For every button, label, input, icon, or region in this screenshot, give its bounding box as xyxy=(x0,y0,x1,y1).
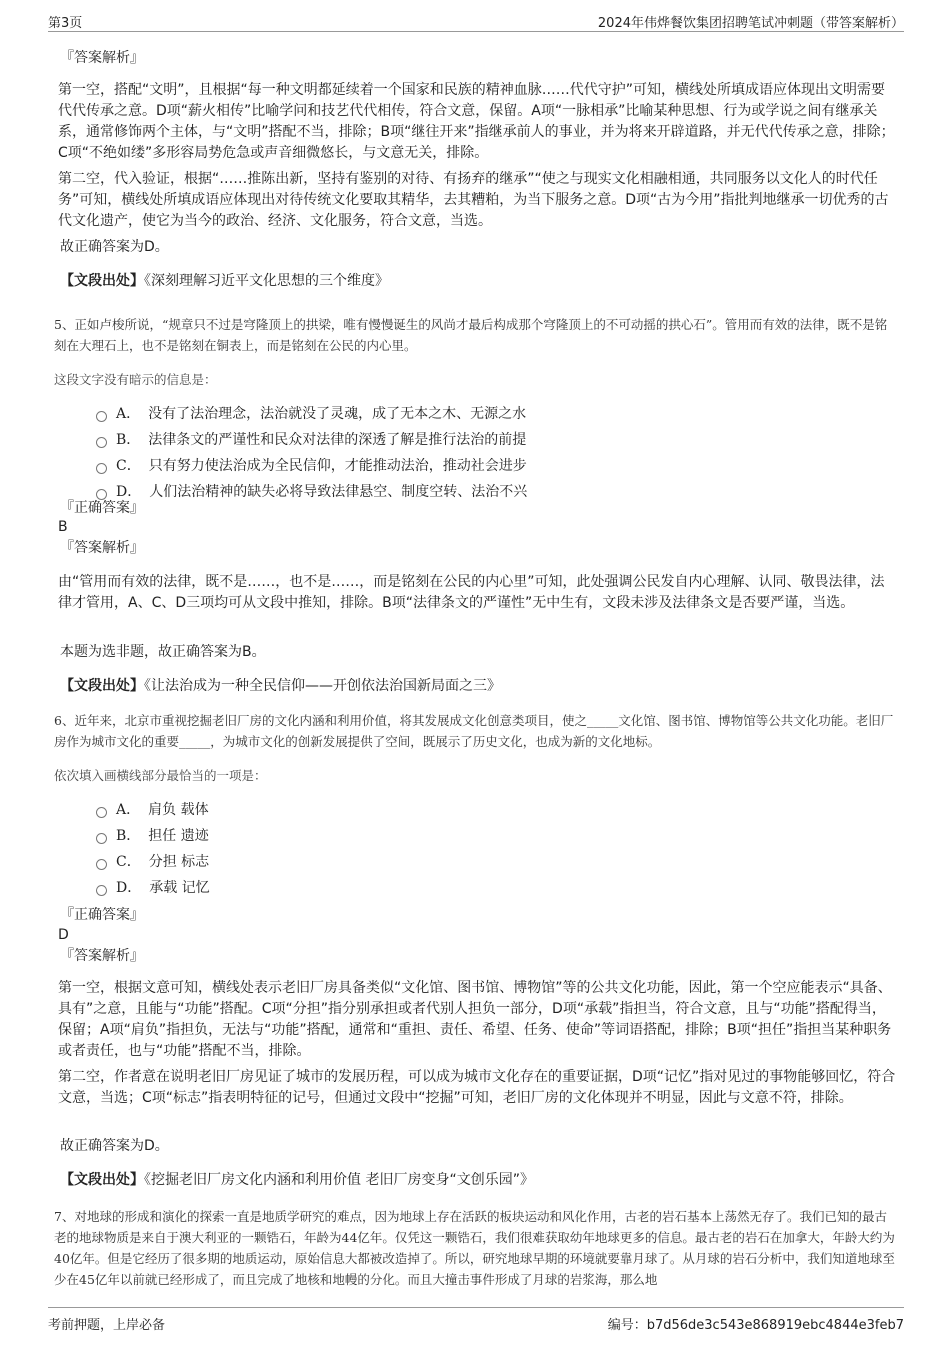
q6-option-d[interactable] xyxy=(96,876,896,900)
source xyxy=(60,271,389,291)
q5-option-d[interactable] xyxy=(96,480,896,504)
source-text: 《让法治成为一种全民信仰——开创依法治国新局面之三》 xyxy=(144,678,501,694)
document-title: 2024年伟烨餐饮集团招聘笔试冲刺题（带答案解析） xyxy=(597,16,904,31)
footer-slogan: 考前押题，上岸必备 xyxy=(48,1318,166,1333)
analysis-label: 『答案解析』 xyxy=(60,540,144,556)
option-letter: C． xyxy=(116,458,141,474)
option-text: 只有努力使法治成为全民信仰，才能推动法治，推动社会进步 xyxy=(148,458,527,474)
option-letter: B． xyxy=(116,432,141,448)
radio-icon[interactable] xyxy=(96,833,107,844)
q6-analysis-paragraph-1: 第一空，根据文意可知，横线处表示老旧厂房具备类似“文化馆、图书馆、博物馆”等的公共文化功能，因此，第一个空应能表示“具备、具有”之意，且能与“功能”搭配。C项“分担”指分别承担或者代别人担负一部分，D项“承载”指担当，符合文意，且与“功能”搭配得当，保留；A项“肩负”指担负，无法与“功能”搭配，通常和“重担、责任、希望、任务、使命”等词语搭配，排除；B项“担任”指担当某种职务或者责任，也与“功能”搭配不当，排除。 xyxy=(58,980,892,1059)
page-number: 第3页 xyxy=(48,16,83,31)
analysis-label: 『答案解析』 xyxy=(60,50,144,66)
option-letter: C． xyxy=(116,854,141,870)
option-letter: A． xyxy=(116,802,141,818)
code-label: 编号： xyxy=(607,1318,647,1333)
q5-option-b[interactable] xyxy=(96,428,896,452)
analysis-paragraph-1: 第一空，搭配“文明”，且根据“每一种文明都延续着一个国家和民族的精神血脉……代代守护”可知，横线处所填成语应体现出文明需要代代传承之意。D项“薪火相传”比喻学问和技艺代代相传，符合文意，保留。A项“一脉相承”比喻某种思想、行为或学说之间有继承关系，通常修饰两个主体，与“文明”搭配不当，排除；B项“继往开来”指继承前人的事业，并为将来开辟道路，并无代代传承之意，排除；C项“不绝如缕”多形容局势危急或声音细微悠长，与文意无关，排除。 xyxy=(58,82,895,161)
source-text: 《挖掘老旧厂房文化内涵和利用价值 老旧厂房变身“文创乐园”》 xyxy=(144,1172,534,1188)
option-text: 肩负 载体 xyxy=(148,802,209,818)
question-7-stem: 7、对地球的形成和演化的探索一直是地质学研究的难点，因为地球上存在活跃的板块运动和风化作用，古老的岩石基本上荡然无存了。我们已知的最古老的地球物质是来自于澳大利亚的一颗锆石，年龄为44亿年。仅凭这一颗锆石，我们很难获取幼年地球更多的信息。最古老的岩石在加拿大，年龄大约为40亿年。但是它经历了很多期的地质运动，原始信息大都被改造掉了。所以，研究地球早期的环境就要靠月球了。从月球的岩石分析中，我们知道地球至少在45亿年以前就已经形成了，而且完成了地核和地幔的分化。而且大撞击事件形成了月球的岩浆海，那么地 xyxy=(54,1209,895,1287)
option-text: 承载 记忆 xyxy=(149,880,210,896)
page-header xyxy=(48,10,904,32)
option-text: 人们法治精神的缺失必将导致法律悬空、制度空转、法治不兴 xyxy=(149,484,528,500)
radio-icon[interactable] xyxy=(96,859,107,870)
source xyxy=(60,676,501,696)
option-letter: B． xyxy=(116,828,141,844)
option-letter: A． xyxy=(116,406,141,422)
option-text: 分担 标志 xyxy=(148,854,210,870)
option-letter: D． xyxy=(116,484,142,500)
document-code xyxy=(608,1314,904,1333)
source-text: 《深刻理解习近平文化思想的三个维度》 xyxy=(144,273,389,289)
radio-icon[interactable] xyxy=(96,885,107,896)
source-label: 【文段出处】 xyxy=(60,1172,144,1188)
correct-answer-label: 『正确答案』 xyxy=(60,907,144,923)
analysis-paragraph-2: 第二空，代入验证，根据“……推陈出新，坚持有鉴别的对待、有扬弃的继承”“使之与现实文化相融相通，共同服务以文化人的时代任务”可知，横线处所填成语应体现出对待传统文化要取其精华，去其糟粕，为当下服务之意。D项“古为今用”指批判地继承一切优秀的古代文化遗产，使它为当今的政治、经济、文化服务，符合文意，当选。 xyxy=(58,171,889,229)
radio-icon[interactable] xyxy=(96,411,107,422)
source-label: 【文段出处】 xyxy=(60,273,144,289)
radio-icon[interactable] xyxy=(96,807,107,818)
q6-option-a[interactable] xyxy=(96,798,896,822)
option-letter: D． xyxy=(116,880,142,896)
q5-option-c[interactable] xyxy=(96,454,896,478)
correct-answer: D xyxy=(58,927,69,943)
q6-analysis-paragraph-2: 第二空，作者意在说明老旧厂房见证了城市的发展历程，可以成为城市文化存在的重要证据，D项“记忆”指对见过的事物能够回忆，符合文意，当选；C项“标志”指表明特征的记号，但通过文段中“挖掘”可知，老旧厂房的文化体现并不明显，因此与文意不符，排除。 xyxy=(58,1069,896,1106)
q5-analysis: 由“管用而有效的法律，既不是……，也不是……，而是铭刻在公民的内心里”可知，此处强调公民发自内心理解、认同、敬畏法律，法律才管用，A、C、D三项均可从文段中推知，排除。B项“法律条文的严谨性”无中生有，文段未涉及法律条文是否要严谨，当选。 xyxy=(58,574,885,611)
correct-answer: B xyxy=(58,519,68,535)
source-label: 【文段出处】 xyxy=(60,678,144,694)
page-footer xyxy=(48,1307,904,1333)
option-text: 没有了法治理念，法治就没了灵魂，成了无本之木、无源之水 xyxy=(148,406,527,422)
conclusion: 故正确答案为D。 xyxy=(60,239,169,255)
analysis-label: 『答案解析』 xyxy=(60,948,144,964)
option-text: 担任 遗迹 xyxy=(148,828,209,844)
correct-answer-label: 『正确答案』 xyxy=(60,500,144,516)
radio-icon[interactable] xyxy=(96,437,107,448)
q5-option-a[interactable] xyxy=(96,402,896,426)
q5-conclusion: 本题为选非题，故正确答案为B。 xyxy=(60,644,266,660)
q6-option-b[interactable] xyxy=(96,824,896,848)
question-6-prompt: 依次填入画横线部分最恰当的一项是： xyxy=(54,768,267,783)
question-5-stem: 5、正如卢梭所说，“规章只不过是穹隆顶上的拱梁，唯有慢慢诞生的风尚才最后构成那个穹隆顶上的不可动摇的拱心石”。管用而有效的法律，既不是铭刻在大理石上，也不是铭刻在铜表上，而是铭刻在公民的内心里。 xyxy=(54,317,888,353)
radio-icon[interactable] xyxy=(96,463,107,474)
q6-conclusion: 故正确答案为D。 xyxy=(60,1138,169,1154)
question-6-stem: 6、近年来，北京市重视挖掘老旧厂房的文化内涵和利用价值，将其发展成文化创意类项目，使之_____文化馆、图书馆、博物馆等公共文化功能。老旧厂房作为城市文化的重要_____，为城市文化的创新发展提供了空间，既展示了历史文化，也成为新的文化地标。 xyxy=(54,713,894,749)
question-5-prompt: 这段文字没有暗示的信息是： xyxy=(54,372,217,387)
option-text: 法律条文的严谨性和民众对法律的深透了解是推行法治的前提 xyxy=(148,432,527,448)
code-value: b7d56de3c543e868919ebc4844e3feb7 xyxy=(646,1318,904,1333)
source xyxy=(60,1170,534,1190)
q6-option-c[interactable] xyxy=(96,850,896,874)
